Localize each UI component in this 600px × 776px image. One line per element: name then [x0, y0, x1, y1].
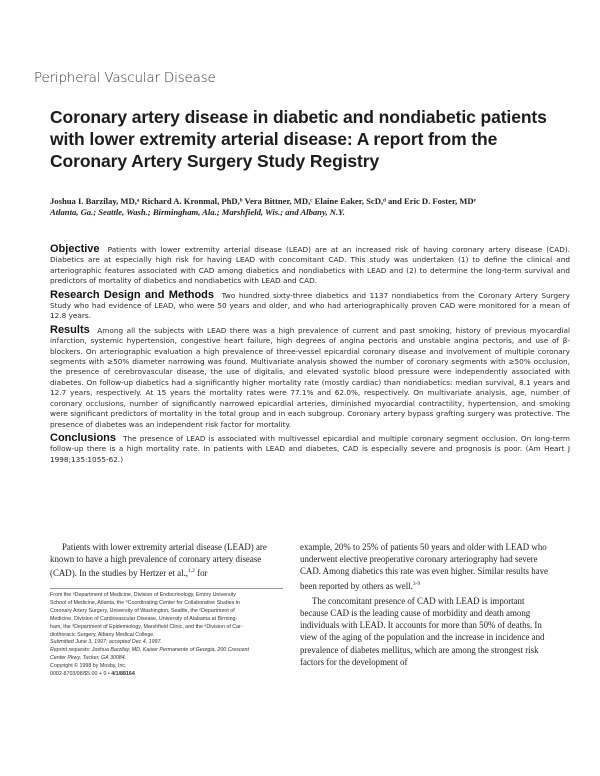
footnote-line: School of Medicine, Atlanta, the ᵇCoordinating Center for Collaborative Studies in	[50, 599, 240, 606]
footnote-code-prefix: 0002-8703/98/$5.00 + 0	[50, 671, 107, 678]
footnote-submitted: Submitted June 3, 1997; accepted Dec 4, 1997.	[50, 639, 162, 646]
body-paragraph	[50, 541, 283, 580]
abstract-heading: Objective	[50, 243, 100, 255]
footnote-reprint: Reprint requests: Joshua Barzilay, MD, Kaiser Permanente of Georgia, 200 Crescent	[50, 647, 249, 654]
footnote-line: ham, the ᵈDepartment of Epidemiology, Marshfield Clinic, and the ᵉDivision of Car-	[50, 623, 243, 630]
abstract-text: Among all the subjects with LEAD there was a high prevalence of current and past smoking, history of previous myocardial infarction, systemic hypertension, congestive heart failure, high degrees of angina pectoris and unstable angina pectoris, and use of β-blockers. On arteriographic evaluation a high prevalence of three-vessel epicardial coronary disease and involvement of multiple coronary segments with ≥50% diameter narrowing was found. Multivariate analysis showed the number of coronary segments with ≥50% occlusion, the presence of cerebrovascular disease, the use of digitalis, and elevated systolic blood pressure were independently associated with diabetes. On follow-up diabetics had a significantly higher mortality rate (mostly cardiac) than nondiabetics: median survival, 8.1 years and 12.7 years, respectively. At 15 years the mortality rates were 77.1% and 62.0%, respectively. On multivariate analysis, age, number of coronary occlusions, number of significantly narrowed epicardial arteries, diminished myocardial contractility, hypertension, and smoking were significant predictors of mortality in the total group and in each subgroup. Coronary artery bypass grafting surgery was protective. The presence of diabetes was an independent risk factor for mortality.	[50, 325, 570, 429]
body-column-right	[300, 541, 550, 671]
footnote-divider	[50, 588, 283, 589]
reference-citation: 3-9	[412, 580, 421, 587]
abstract	[50, 244, 570, 468]
article-title: Coronary artery disease in diabetic and nondiabetic patients with lower extremity arterial disease: A report from the Coronary Artery Surgery Study Registry	[50, 107, 547, 171]
abstract-heading: Research Design and Methods	[50, 288, 215, 301]
abstract-methods	[50, 290, 570, 322]
reference-citation: 1,2	[188, 568, 195, 575]
footnote-line: diothoracic Surgery, Albany Medical College.	[50, 631, 155, 638]
footnote-line: Medicine, Division of Cardiovascular Disease, University of Alabama at Birming-	[50, 615, 238, 622]
footnote-copyright: Copyright © 1998 by Mosby, Inc.	[50, 663, 127, 670]
abstract-results	[50, 325, 570, 430]
author-names: Joshua I. Barzilay, MD,ᵃ Richard A. Kronmal, PhD,ᵇ Vera Bittner, MD,ᶜ Elaine Eaker, ScD,ᵈ and Eric D. Foster, MDᵉ	[50, 196, 476, 206]
footnote-code-suffix: 4/1/88164	[111, 671, 135, 678]
body-text: Patients with lower extremity arterial disease (LEAD) are known to have a high prevalence of coronary artery disease (CAD). In the studies by Hertzer et al.,	[50, 542, 267, 579]
abstract-text: Two hundred sixty-three diabetics and 1137 nondiabetics from the Coronary Artery Surgery Study who had evidence of LEAD, who were 50 years and older, and who had arteriographically proven CAD were monitored for a mean of 12.8 years.	[50, 290, 570, 321]
footnote	[50, 592, 280, 679]
abstract-heading: Results	[50, 323, 90, 336]
abstract-text: Patients with lower extremity arterial disease (LEAD) are at an increased risk of having coronary artery disease (CAD). Diabetics are at especially high risk for having LEAD with concomitant CAD. This study was undertaken (1) to define the clinical and arteriographic features associated with CAD among diabetics and nondiabetics with LEAD and (2) to determine the long-term survival and predictors of mortality of diabetics and nondiabetics with LEAD and CAD.	[50, 245, 570, 286]
abstract-text: The presence of LEAD is associated with multivessel epicardial and multiple coronary segment occlusion. On long-term follow-up there is a high mortality rate. In patients with LEAD and diabetes, CAD is especially severe and prognosis is poor. (Am Heart J 1998;135:1055-62.)	[50, 433, 570, 464]
author-affiliations: Atlanta, Ga.; Seattle, Wash.; Birmingham, Ala.; Marshfield, Wis.; and Albany, N.Y.	[50, 207, 345, 217]
footnote-code: 0002-8703/98/$5.00 + 0 • 4/1/88164	[50, 671, 135, 678]
section-label: Peripheral Vascular Disease	[34, 70, 216, 86]
footnote-line: From the ᵃDepartment of Medicine, Division of Endocrinology, Emory University	[50, 592, 236, 598]
body-text: for	[194, 568, 208, 579]
abstract-heading: Conclusions	[50, 431, 117, 444]
body-paragraph	[300, 541, 550, 592]
abstract-conclusions	[50, 433, 570, 465]
author-block	[50, 196, 580, 218]
abstract-objective	[50, 244, 570, 287]
footnote-line: Coronary Artery Surgery, University of Washington, Seattle, the ᶜDepartment of	[50, 607, 235, 614]
footnote-reprint: Center Pkwy, Tucker, GA 30084.	[50, 655, 127, 662]
body-column-left	[50, 541, 283, 583]
body-paragraph: The concomitant presence of CAD with LEAD is important because CAD is the leading cause of morbidity and death among individuals with LEAD. It accounts for more than 50% of deaths. In view of the aging of the population and the increase in incidence and prevalence of diabetes mellitus, which are among the strongest risk factors for the development of	[300, 595, 545, 667]
body-text: example, 20% to 25% of patients 50 years and older with LEAD who underwent elective preoperative coronary arteriography had severe CAD. Among diabetics this rate was even higher. Similar results have been reported by others as well.	[300, 542, 548, 591]
